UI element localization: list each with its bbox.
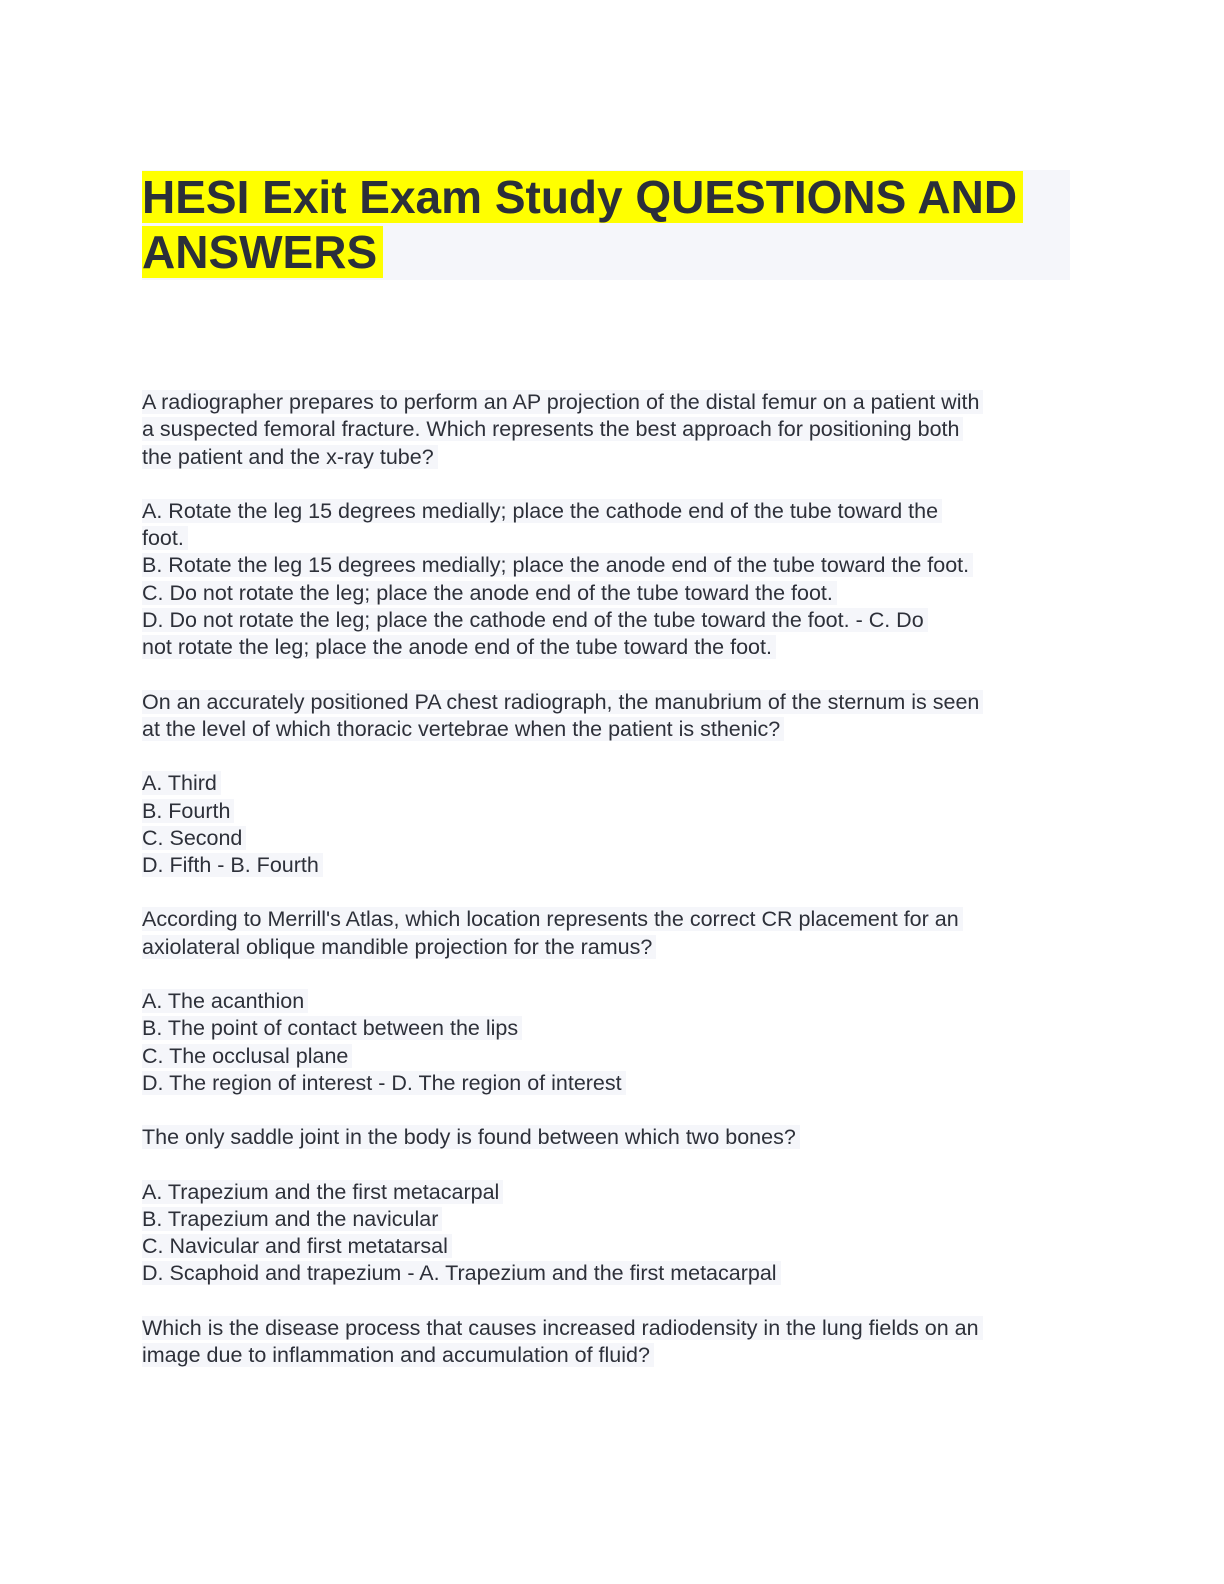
answer-option-line: B. Trapezium and the navicular <box>142 1206 1082 1233</box>
question-stem-line: the patient and the x-ray tube? <box>142 444 1082 471</box>
answer-options <box>142 770 1082 879</box>
question-stem-line: The only saddle joint in the body is found between which two bones? <box>142 1124 1082 1151</box>
answer-options <box>142 498 1082 662</box>
answer-option-line: A. Trapezium and the first metacarpal <box>142 1179 1082 1206</box>
answer-option-line: D. Scaphoid and trapezium - A. Trapezium and the first metacarpal <box>142 1260 1082 1287</box>
answer-option-line: B. Rotate the leg 15 degrees medially; place the anode end of the tube toward the foot. <box>142 552 1082 579</box>
answer-option-line: B. The point of contact between the lips <box>142 1015 1082 1042</box>
answer-option-line: B. Fourth <box>142 798 1082 825</box>
questions-section <box>142 389 1082 1396</box>
question-stem-line: a suspected femoral fracture. Which represents the best approach for positioning both <box>142 416 1082 443</box>
question-stem-line: image due to inflammation and accumulation of fluid? <box>142 1342 1082 1369</box>
question-item <box>142 389 1082 662</box>
answer-option-line: D. Do not rotate the leg; place the cathode end of the tube toward the foot. - C. Do <box>142 607 1082 634</box>
answer-option-line: A. Rotate the leg 15 degrees medially; place the cathode end of the tube toward the <box>142 498 1082 525</box>
question-stem-line: According to Merrill's Atlas, which location represents the correct CR placement for an <box>142 906 1082 933</box>
question-item <box>142 1315 1082 1370</box>
answer-option-line: A. The acanthion <box>142 988 1082 1015</box>
answer-options <box>142 1179 1082 1288</box>
answer-option-line: A. Third <box>142 770 1082 797</box>
document-title-line-2: ANSWERS <box>142 225 383 280</box>
answer-option-line: C. Do not rotate the leg; place the anode end of the tube toward the foot. <box>142 580 1082 607</box>
question-stem-line: A radiographer prepares to perform an AP projection of the distal femur on a patient with <box>142 389 1082 416</box>
question-stem-line: On an accurately positioned PA chest radiograph, the manubrium of the sternum is seen <box>142 689 1082 716</box>
question-stem <box>142 1315 1082 1370</box>
answer-option-line: C. Second <box>142 825 1082 852</box>
question-stem <box>142 1124 1082 1151</box>
question-stem-line: Which is the disease process that causes increased radiodensity in the lung fields on an <box>142 1315 1082 1342</box>
answer-option-line: C. Navicular and first metatarsal <box>142 1233 1082 1260</box>
question-item <box>142 1124 1082 1287</box>
answer-option-line: foot. <box>142 525 1082 552</box>
answer-option-line: D. Fifth - B. Fourth <box>142 852 1082 879</box>
answer-option-line: not rotate the leg; place the anode end of the tube toward the foot. <box>142 634 1082 661</box>
question-stem-line: axiolateral oblique mandible projection for the ramus? <box>142 934 1082 961</box>
answer-option-line: C. The occlusal plane <box>142 1043 1082 1070</box>
document-title-line-1: HESI Exit Exam Study QUESTIONS AND <box>142 170 1023 225</box>
question-item <box>142 689 1082 880</box>
answer-option-line: D. The region of interest - D. The region of interest <box>142 1070 1082 1097</box>
question-item <box>142 906 1082 1097</box>
question-stem-line: at the level of which thoracic vertebrae when the patient is sthenic? <box>142 716 1082 743</box>
answer-options <box>142 988 1082 1097</box>
question-stem <box>142 389 1082 471</box>
question-stem <box>142 689 1082 744</box>
question-stem <box>142 906 1082 961</box>
